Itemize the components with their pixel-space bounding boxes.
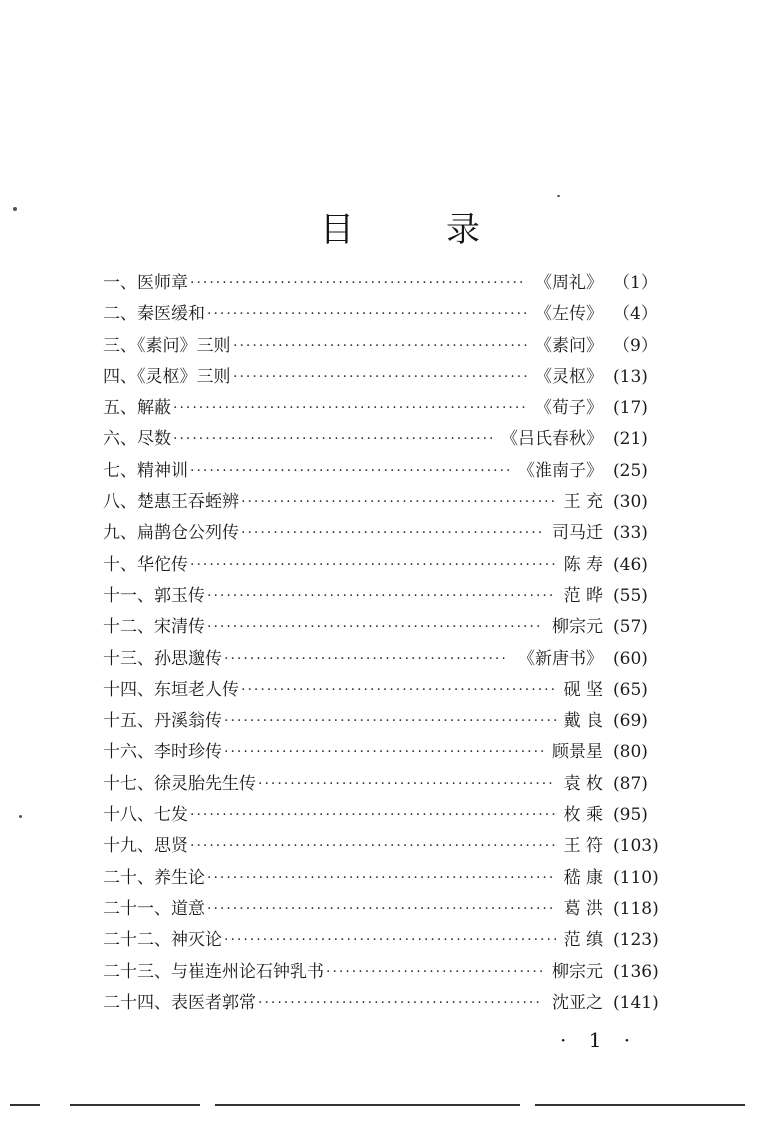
leader-dots: ·············································· — [233, 368, 530, 385]
leader-dots: ·································· — [326, 963, 546, 980]
toc-entry — [103, 362, 673, 393]
entry-page: (60) — [613, 648, 648, 669]
entry-title: 二十一、道意 — [103, 898, 205, 919]
entry-page: (33) — [613, 523, 648, 544]
entry-title: 七、精神训 — [103, 460, 188, 481]
leader-dots: ·················································· — [224, 744, 547, 761]
toc-entry — [103, 550, 673, 581]
entry-source: 王 符 — [563, 836, 603, 857]
leader-dots: ······················································· — [173, 400, 528, 417]
entry-source: 陈 寿 — [563, 554, 603, 575]
leader-dots: ·············································· — [258, 775, 555, 792]
entry-source: 范 晔 — [563, 585, 603, 606]
entry-page: (57) — [613, 617, 648, 638]
bottom-rule — [215, 1104, 520, 1106]
entry-page: (136) — [613, 961, 659, 982]
entry-page: (25) — [613, 460, 648, 481]
entry-source: 柳宗元 — [552, 617, 603, 638]
toc-entry — [103, 612, 673, 643]
scan-speck — [557, 195, 560, 197]
entry-source: 枚 乘 — [563, 805, 603, 826]
entry-title: 二十、养生论 — [103, 867, 205, 888]
toc-entry — [103, 644, 673, 675]
scan-speck — [19, 815, 22, 818]
page-title — [0, 205, 777, 255]
entry-title: 二十二、神灭论 — [103, 930, 222, 951]
toc-entry — [103, 299, 673, 330]
leader-dots: ············································ — [224, 650, 508, 667]
toc-entry — [103, 800, 673, 831]
toc-entry — [103, 831, 673, 862]
entry-page: (30) — [613, 492, 648, 513]
bottom-rule — [535, 1104, 745, 1106]
bottom-rule — [70, 1104, 200, 1106]
entry-source: 司马迁 — [552, 523, 603, 544]
leader-dots: ···················································· — [207, 619, 543, 636]
entry-page: (123) — [613, 930, 659, 951]
leader-dots: ·················································· — [173, 431, 496, 448]
entry-page: (118) — [613, 898, 659, 919]
entry-page: （9） — [613, 335, 658, 356]
entry-source: 《新唐书》 — [518, 648, 603, 669]
entry-source: 《周礼》 — [535, 273, 603, 293]
table-of-contents — [103, 268, 673, 1019]
page-number: · 1 · — [560, 1028, 639, 1052]
entry-title: 五、解蔽 — [103, 398, 171, 419]
entry-title: 十二、宋清传 — [103, 617, 205, 638]
toc-entry — [103, 863, 673, 894]
leader-dots: ······················································ — [207, 869, 556, 886]
toc-entry — [103, 456, 673, 487]
entry-page: (46) — [613, 554, 648, 575]
entry-title: 八、楚惠王吞蛭辨 — [103, 492, 239, 513]
toc-entry — [103, 988, 673, 1019]
leader-dots: ·················································· — [190, 462, 513, 479]
entry-source: 柳宗元 — [552, 961, 603, 982]
entry-source: 沈亚之 — [552, 992, 603, 1013]
entry-title: 十三、孙思邈传 — [103, 648, 222, 669]
entry-title: 十六、李时珍传 — [103, 742, 222, 763]
entry-title: 九、扁鹊仓公列传 — [103, 523, 239, 544]
entry-title: 二十四、表医者郭常 — [103, 992, 256, 1013]
leader-dots: ·············································· — [233, 337, 530, 354]
toc-entry — [103, 675, 673, 706]
leader-dots: ···················································· — [224, 932, 560, 949]
toc-entry — [103, 581, 673, 612]
leader-dots: ························································· — [190, 807, 558, 824]
leader-dots: ················································· — [241, 681, 558, 698]
entry-page: (69) — [613, 711, 648, 732]
leader-dots: ·················································· — [207, 306, 530, 323]
toc-entry — [103, 424, 673, 455]
toc-entry — [103, 487, 673, 518]
entry-source: 砚 坚 — [563, 679, 603, 700]
toc-entry — [103, 957, 673, 988]
bottom-rule — [10, 1104, 40, 1106]
leader-dots: ················································· — [241, 494, 558, 511]
entry-title: 一、医师章 — [103, 273, 188, 293]
entry-source: 《左传》 — [535, 304, 603, 325]
scan-speck — [13, 207, 17, 211]
entry-title: 十四、东垣老人传 — [103, 679, 239, 700]
entry-page: (55) — [613, 585, 648, 606]
entry-source: 范 缜 — [563, 930, 603, 951]
leader-dots: ························································· — [190, 838, 558, 855]
entry-source: 《吕氏春秋》 — [501, 429, 603, 450]
entry-title: 十、华佗传 — [103, 554, 188, 575]
toc-entry — [103, 737, 673, 768]
entry-title: 十七、徐灵胎先生传 — [103, 773, 256, 794]
entry-source: 葛 洪 — [563, 898, 603, 919]
entry-page: (17) — [613, 398, 648, 419]
entry-page: (141) — [613, 992, 659, 1013]
entry-page: (95) — [613, 805, 648, 826]
title-char-1: 目 — [320, 210, 354, 250]
entry-source: 《淮南子》 — [518, 460, 603, 481]
toc-entry — [103, 331, 673, 362]
entry-source: 戴 良 — [563, 711, 603, 732]
leader-dots: ······················································ — [207, 587, 556, 604]
entry-title: 十一、郭玉传 — [103, 585, 205, 606]
leader-dots: ··············································· — [241, 525, 545, 542]
leader-dots: ······················································ — [207, 900, 556, 917]
toc-entry — [103, 925, 673, 956]
entry-title: 十五、丹溪翁传 — [103, 711, 222, 732]
entry-title: 二十三、与崔连州论石钟乳书 — [103, 961, 324, 982]
entry-page: (110) — [613, 867, 659, 888]
entry-title: 六、尽数 — [103, 429, 171, 450]
entry-source: 《灵枢》 — [535, 366, 603, 387]
entry-page: （1） — [613, 273, 658, 293]
entry-source: 《素问》 — [535, 335, 603, 356]
entry-page: (87) — [613, 773, 648, 794]
entry-title: 十九、思贤 — [103, 836, 188, 857]
entry-page: (65) — [613, 679, 648, 700]
entry-source: 嵇 康 — [563, 867, 603, 888]
entry-title: 十八、七发 — [103, 805, 188, 826]
title-char-2: 录 — [446, 210, 480, 250]
entry-source: 袁 枚 — [563, 773, 603, 794]
entry-page: (21) — [613, 429, 648, 450]
toc-entry — [103, 894, 673, 925]
entry-page: (80) — [613, 742, 648, 763]
entry-source: 《荀子》 — [535, 398, 603, 419]
leader-dots: ············································ — [258, 994, 542, 1011]
toc-entry — [103, 268, 673, 299]
leader-dots: ···················································· — [190, 275, 526, 291]
leader-dots: ···················································· — [224, 713, 560, 730]
entry-title: 二、秦医缓和 — [103, 304, 205, 325]
toc-entry — [103, 393, 673, 424]
toc-entry — [103, 706, 673, 737]
leader-dots: ························································· — [190, 556, 558, 573]
entry-source: 顾景星 — [552, 742, 603, 763]
toc-entry — [103, 769, 673, 800]
entry-page: (13) — [613, 366, 648, 387]
entry-title: 三、《素问》三则 — [103, 335, 231, 356]
toc-entry — [103, 518, 673, 549]
entry-title: 四、《灵枢》三则 — [103, 366, 231, 387]
entry-page: （4） — [613, 304, 658, 325]
entry-source: 王 充 — [563, 492, 603, 513]
entry-page: (103) — [613, 836, 659, 857]
